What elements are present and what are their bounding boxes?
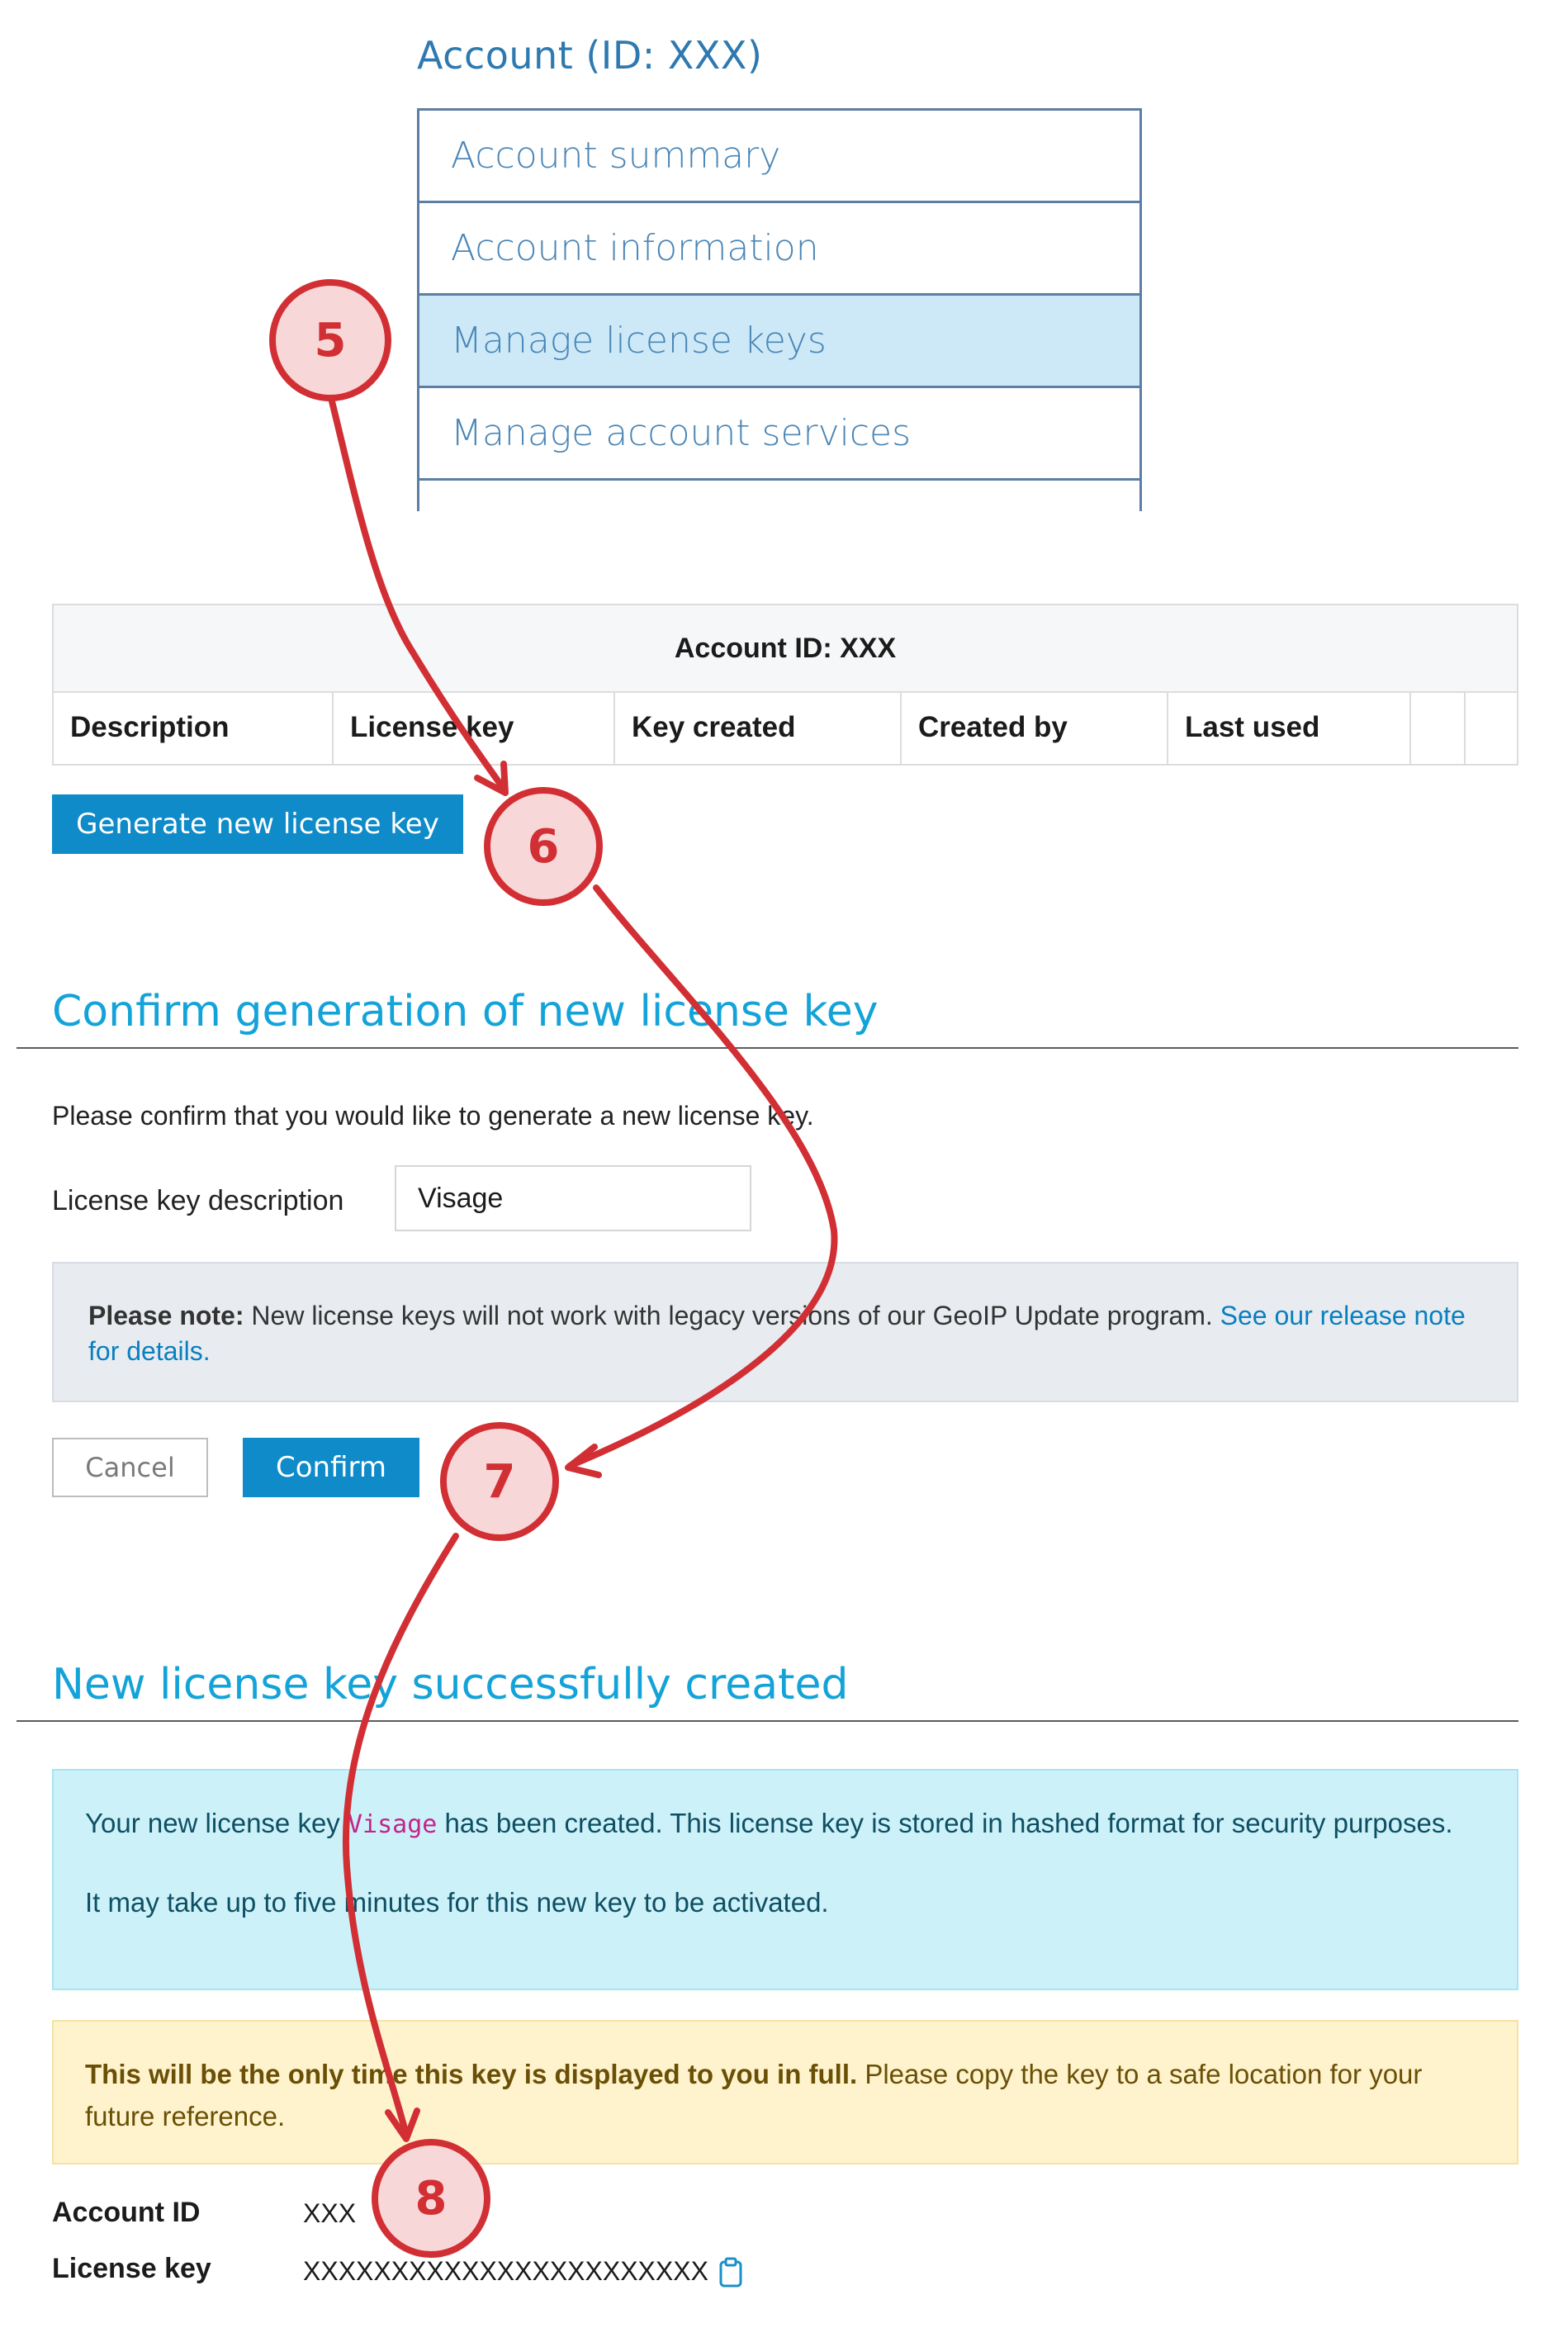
arrow-7-to-8 [346,1536,456,2135]
column-header-license-key: License key [334,691,615,764]
table-title: Account ID: XXX [54,605,1517,693]
step-6-badge [487,790,599,903]
activation-text: It may take up to five minutes for this new key to be activated. [85,1887,829,1918]
step-8-number: 8 [415,2172,448,2226]
success-msg-after: has been created. This license key is stored in hashed format for security purposes. [437,1808,1453,1838]
menu-item-account-summary[interactable]: Account summary [417,108,1142,203]
warning-bold: This will be the only time this key is displayed to you in full. [85,2059,858,2089]
note-bold: Please note: [88,1301,244,1330]
success-heading: New license key successfully created [52,1660,849,1709]
column-header-key-created: Key created [615,691,902,764]
key-description-code: Visage [347,1810,438,1839]
license-key-description-input[interactable]: Visage [395,1165,751,1231]
success-msg-before: Your new license key [85,1808,348,1838]
confirm-heading: Confirm generation of new license key [52,987,879,1036]
arrow-6-to-7 [570,888,834,1466]
menu-item-manage-account-services[interactable]: Manage account services [417,386,1142,481]
step-7-badge [443,1425,556,1538]
license-key-label: License key [52,2253,211,2284]
column-header-description: Description [54,691,334,764]
arrow-5-to-6 [332,401,504,789]
note-text: New license keys will not work with legacy versions of our GeoIP Update program. [244,1301,1220,1330]
menu-item-account-information[interactable]: Account information [417,201,1142,296]
description-label: License key description [52,1185,344,1216]
confirm-button[interactable]: Confirm [243,1438,419,1497]
generate-license-key-button[interactable]: Generate new license key [52,794,463,854]
step-7-number: 7 [483,1455,516,1509]
account-id-label: Account ID [52,2197,201,2228]
cancel-button[interactable]: Cancel [52,1438,208,1497]
menu-item-manage-license-keys[interactable]: Manage license keys [417,293,1142,388]
confirm-prompt: Please confirm that you would like to generate a new license key. [52,1101,814,1131]
column-header-created-by: Created by [902,691,1168,764]
account-id-value: XXX [303,2198,357,2228]
step-8-badge [375,2142,487,2255]
account-menu-title: Account (ID: XXX) [417,33,763,78]
license-key-value: XXXXXXXXXXXXXXXXXXXXXXX [303,2256,708,2286]
column-header-last-used: Last used [1168,691,1411,764]
step-5-badge [272,282,388,398]
step-5-number: 5 [314,314,347,367]
warning-text: Please copy the key to a safe location for your future reference. [85,2059,1423,2131]
step-6-number: 6 [527,820,560,874]
release-note-link[interactable]: See our release note for details. [88,1301,1466,1366]
